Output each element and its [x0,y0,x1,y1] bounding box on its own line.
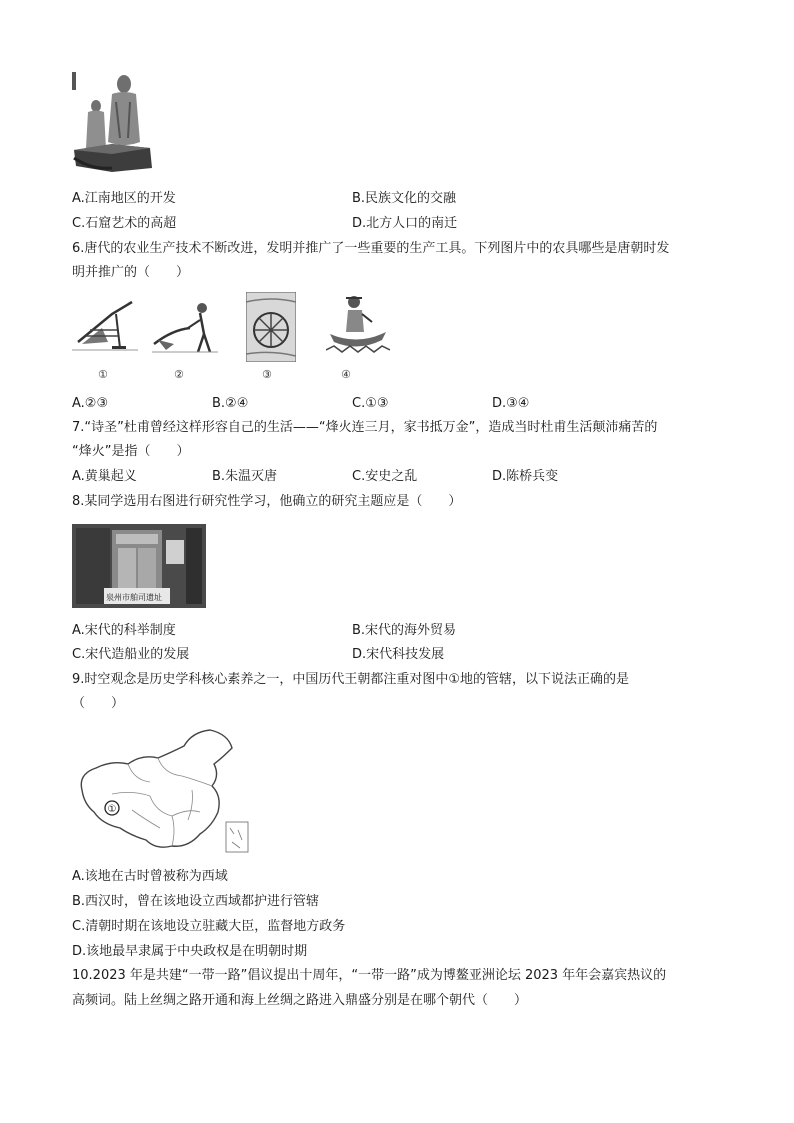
tool4-boat-image [326,292,390,358]
map-marker-label: ① [107,804,117,815]
q6-option-a[interactable]: A.②③ [72,396,109,411]
tool1-label: ① [98,368,108,381]
q9-option-c[interactable]: C.清朝时期在该地设立驻藏大臣，监督地方政务 [72,919,346,934]
tool3-label: ③ [262,368,272,381]
q10-stem-line1: 10.2023 年是共建“一带一路”倡议提出十周年，“一带一路”成为博鳌亚洲论坛 2023 年年会嘉宾热议的 [72,968,667,983]
china-map [72,724,252,858]
q7-option-c[interactable]: C.安史之乱 [352,469,418,484]
q5-option-d[interactable]: D.北方人口的南迁 [352,216,458,231]
tool3-waterwheel-image [246,292,296,362]
q7-stem-line2: “烽火”是指（ ） [72,444,190,459]
q7-stem-line1: 7.“诗圣”杜甫曾经这样形容自己的生活——“烽火连三月，家书抵万金”，造成当时杜甫生活颠沛痛苦的 [72,420,658,435]
q7-option-b[interactable]: B.朱温灭唐 [212,469,278,484]
q9-option-d[interactable]: D.该地最早隶属于中央政权是在明朝时期 [72,944,308,959]
tool2-label: ② [174,368,184,381]
q9-stem-line1: 9.时空观念是历史学科核心素养之一，中国历代王朝都注重对图中①地的管辖，以下说法正确的是 [72,672,630,687]
q8-option-d[interactable]: D.宋代科技发展 [352,647,445,662]
q8-option-a[interactable]: A.宋代的科举制度 [72,623,176,638]
tool4-label: ④ [341,368,351,381]
q10-stem-line2: 高频词。陆上丝绸之路开通和海上丝绸之路进入鼎盛分别是在哪个朝代（ ） [72,993,528,1008]
q6-option-d[interactable]: D.③④ [492,396,530,411]
q8-option-c[interactable]: C.宋代造船业的发展 [72,647,190,662]
q5-option-c[interactable]: C.石窟艺术的高超 [72,216,177,231]
q6-option-b[interactable]: B.②④ [212,396,249,411]
q6-stem-line2: 明并推广的（ ） [72,265,190,280]
q6-option-c[interactable]: C.①③ [352,396,389,411]
q9-stem-line2: （ ） [72,696,125,711]
q9-option-b[interactable]: B.西汉时，曾在该地设立西域都护进行管辖 [72,894,320,909]
q8-photo-plaque: 泉州市舶司遗址 [106,593,162,602]
q8-option-b[interactable]: B.宋代的海外贸易 [352,623,457,638]
q7-option-d[interactable]: D.陈桥兵变 [492,469,559,484]
q9-option-a[interactable]: A.该地在古时曾被称为西域 [72,869,228,884]
tool1-plow-image [72,296,138,358]
q6-stem-line1: 6.唐代的农业生产技术不断改进，发明并推广了一些重要的生产工具。下列图片中的农具哪些是唐朝时发 [72,241,670,256]
tool2-curved-plow-image [152,300,218,358]
q8-stem: 8.某同学选用右图进行研究性学习，他确立的研究主题应是（ ） [72,494,462,509]
q5-option-b[interactable]: B.民族文化的交融 [352,191,457,206]
q7-option-a[interactable]: A.黄巢起义 [72,469,137,484]
statues-photo [72,72,154,176]
q5-option-a[interactable]: A.江南地区的开发 [72,191,176,206]
